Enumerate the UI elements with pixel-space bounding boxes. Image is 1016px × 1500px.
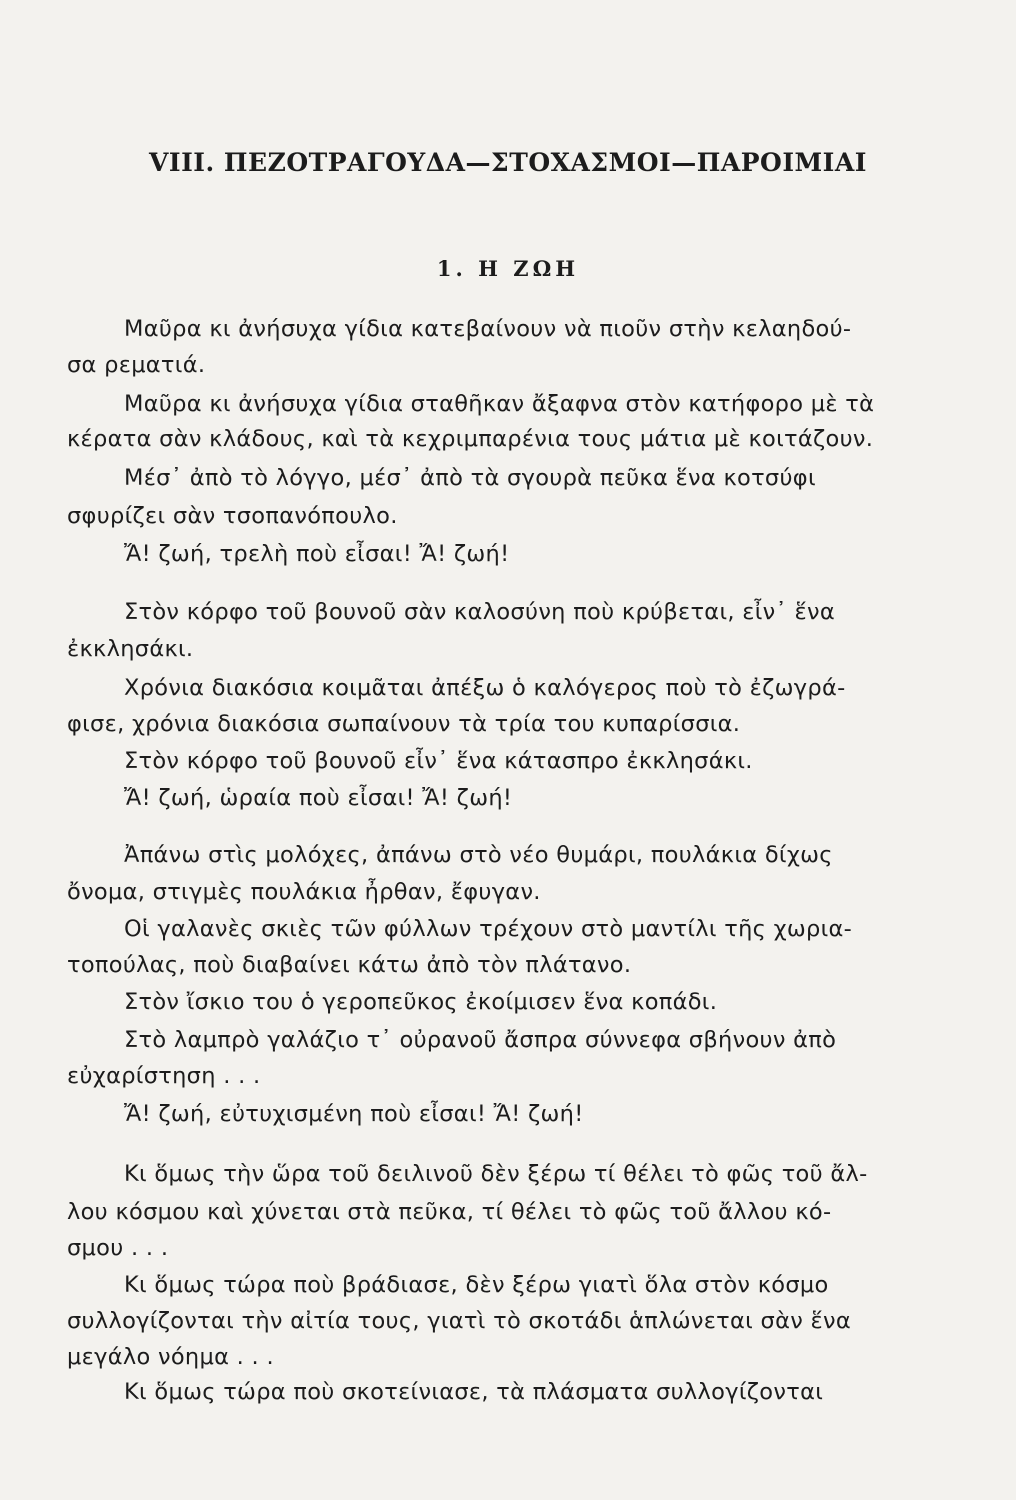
text-line: Στὸν κόρφο τοῦ βουνοῦ σὰν καλοσύνη ποὺ κρύβεται, εἶν᾽ ἕνα	[124, 599, 835, 625]
text-line: εὐχαρίστηση . . .	[67, 1063, 261, 1089]
text-line: Μέσ᾽ ἀπὸ τὸ λόγγο, μέσ᾽ ἀπὸ τὰ σγουρὰ πεῦκα ἕνα κοτσύφι	[124, 465, 816, 491]
text-line: Μαῦρα κι ἀνήσυχα γίδια σταθῆκαν ἄξαφνα στὸν κατήφορο μὲ τὰ	[124, 391, 875, 417]
text-line: Ἀπάνω στὶς μολόχες, ἀπάνω στὸ νέο θυμάρι, πουλάκια δίχως	[124, 842, 833, 868]
text-line: Στὸν κόρφο τοῦ βουνοῦ εἶν᾽ ἕνα κάτασπρο ἐκκλησάκι.	[124, 748, 753, 774]
text-line: μεγάλο νόημα . . .	[67, 1344, 274, 1370]
text-line: φισε, χρόνια διακόσια σωπαίνουν τὰ τρία του κυπαρίσσια.	[67, 711, 741, 737]
text-line: Στὸ λαμπρὸ γαλάζιο τ᾽ οὐρανοῦ ἄσπρα σύννεφα σβήνουν ἀπὸ	[124, 1027, 837, 1053]
text-line: σμου . . .	[67, 1235, 169, 1261]
section-title: 1. Η ΖΩΗ	[436, 256, 580, 281]
text-line: Ἄ! ζωή, εὐτυχισμένη ποὺ εἶσαι! Ἄ! ζωή!	[124, 1101, 584, 1127]
text-line: Οἱ γαλανὲς σκιὲς τῶν φύλλων τρέχουν στὸ μαντίλι τῆς χωρια-	[124, 916, 853, 942]
text-line: Κι ὅμως τώρα ποὺ σκοτείνιασε, τὰ πλάσματα συλλογίζονται	[124, 1379, 824, 1405]
text-line: Ἄ! ζωή, ὡραία ποὺ εἶσαι! Ἄ! ζωή!	[124, 785, 513, 811]
text-line: Κι ὅμως τὴν ὥρα τοῦ δειλινοῦ δὲν ξέρω τί θέλει τὸ φῶς τοῦ ἄλ-	[124, 1161, 868, 1187]
text-line: σα ρεματιά.	[67, 352, 206, 378]
text-line: ὄνομα, στιγμὲς πουλάκια ἦρθαν, ἔφυγαν.	[67, 879, 541, 905]
text-line: σφυρίζει σὰν τσοπανόπουλο.	[67, 503, 398, 529]
text-line: ἐκκλησάκι.	[67, 636, 194, 662]
text-line: τοπούλας, ποὺ διαβαίνει κάτω ἀπὸ τὸν πλάτανο.	[67, 952, 632, 978]
text-line: Κι ὅμως τώρα ποὺ βράδιασε, δὲν ξέρω γιατὶ ὅλα στὸν κόσμο	[124, 1272, 829, 1298]
text-line: κέρατα σὰν κλάδους, καὶ τὰ κεχριμπαρένια τους μάτια μὲ κοιτάζουν.	[67, 426, 874, 452]
text-line: Στὸν ἴσκιο του ὁ γεροπεῦκος ἐκοίμισεν ἕνα κοπάδι.	[124, 989, 718, 1015]
text-line: Ἄ! ζωή, τρελὴ ποὺ εἶσαι! Ἄ! ζωή!	[124, 541, 510, 567]
text-line: Χρόνια διακόσια κοιμᾶται ἀπέξω ὁ καλόγερος ποὺ τὸ ἐζωγρά-	[124, 675, 846, 701]
text-line: Μαῦρα κι ἀνήσυχα γίδια κατεβαίνουν νὰ πιοῦν στὴν κελαηδού-	[124, 316, 852, 342]
text-line: συλλογίζονται τὴν αἰτία τους, γιατὶ τὸ σκοτάδι ἁπλώνεται σὰν ἕνα	[67, 1308, 851, 1334]
chapter-title: VIII. ΠΕΖΟΤΡΑΓΟΥΔΑ—ΣΤΟΧΑΣΜΟΙ—ΠΑΡΟΙΜΙΑΙ	[149, 148, 867, 177]
text-line: λου κόσμου καὶ χύνεται στὰ πεῦκα, τί θέλει τὸ φῶς τοῦ ἄλλου κό-	[67, 1199, 832, 1225]
